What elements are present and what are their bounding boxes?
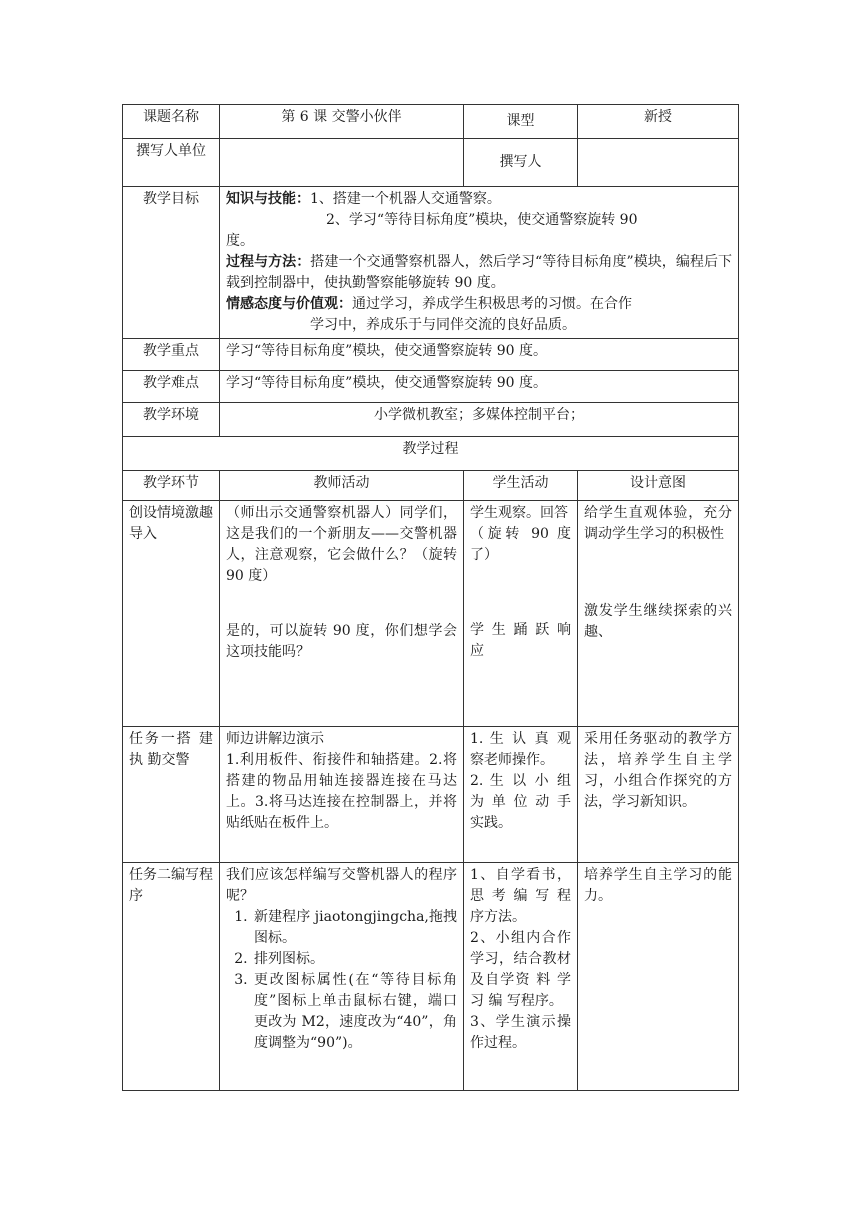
key-point-label: 教学重点 [123, 339, 220, 371]
intent-cell: 培养学生自主学习的能力。 [578, 863, 739, 1091]
list-item: 2. 排列图标。 [252, 949, 457, 970]
student-cell [464, 863, 578, 1091]
list-item: 1. 新建程序 jiaotongjingcha,拖拽图标。 [252, 907, 457, 949]
environment-text: 小学微机教室；多媒体控制平台； [220, 403, 739, 437]
author-unit-value [220, 139, 464, 187]
table-row [123, 727, 739, 863]
emotion-text-2: 学习中，养成乐于与同伴交流的良好品质。 [310, 317, 576, 333]
type-value: 新授 [578, 105, 739, 139]
teacher-text-1: （师出示交通警察机器人）同学们，这是我们的一个新朋友——交警机器人，注意观察，它会做什么？（旋转 90 度） [226, 505, 457, 584]
title-label: 课题名称 [123, 105, 220, 139]
student-text-3: 3、学生演示操作过程。 [470, 1014, 571, 1051]
list-item: 3. 更改图标属性(在“等待目标角度”图标上单击鼠标右键，端口更改为 M2，速度改为“40”，角度调整为“90”)。 [252, 970, 457, 1054]
intent-text-2: 激发学生继续探索的兴趣、 [584, 603, 732, 640]
table-row [123, 501, 739, 727]
intent-cell: 采用任务驱动的教学方法，培养学生自主学习，小组合作探究的方法，学习新知识。 [578, 727, 739, 863]
key-point-row [123, 339, 739, 371]
student-text-1: 1、自学看书，思 考 编 写 程 序方法。 [470, 867, 571, 925]
intent-text-1: 给学生直观体验，充分调动学生学习的积极性 [584, 505, 732, 542]
stage-cell: 任务二编写程序 [123, 863, 220, 1091]
emotion-text-1: 通过学习，养成学生积极思考的习惯。在合作 [352, 296, 632, 312]
teacher-cell [220, 501, 464, 727]
student-text-2: 2. 生 以 小 组 为 单 位 动 手 实践。 [470, 773, 571, 831]
environment-label: 教学环境 [123, 403, 220, 437]
student-cell [464, 727, 578, 863]
intent-cell [578, 501, 739, 727]
student-cell [464, 501, 578, 727]
author-row [123, 139, 739, 187]
process-title: 教学过程 [123, 437, 739, 471]
teacher-text-2: 是的，可以旋转 90 度，你们想学会这项技能吗？ [226, 623, 457, 660]
steps-list [226, 907, 457, 1054]
teacher-cell [220, 863, 464, 1091]
difficulty-row [123, 371, 739, 403]
difficulty-label: 教学难点 [123, 371, 220, 403]
student-text-1b: （旋转 90 度了） [470, 526, 571, 563]
col-stage: 教学环节 [123, 471, 220, 501]
student-text-1: 1. 生 认 真 观 察老师操作。 [470, 731, 571, 768]
process-text: 搭建一个交通警察机器人，然后学习“等待目标角度”模块，编程后下载到控制器中，使执勤警察能够旋转 90 度。 [226, 254, 732, 291]
student-text-2: 学 生 踊 跃 响应 [470, 622, 571, 659]
table-row [123, 863, 739, 1091]
columns-header-row [123, 471, 739, 501]
knowledge-title: 知识与技能： [226, 191, 310, 207]
student-text-1: 学生观察。回答 [470, 505, 568, 521]
knowledge-item-2b: 度。 [226, 233, 254, 249]
goals-content [220, 187, 739, 339]
emotion-title: 情感态度与价值观： [226, 296, 352, 312]
environment-row [123, 403, 739, 437]
title-row [123, 105, 739, 139]
author-unit-label: 撰写人单位 [123, 139, 220, 187]
goals-label: 教学目标 [123, 187, 220, 339]
stage-cell: 创设情境激趣导入 [123, 501, 220, 727]
knowledge-item-1: 1、搭建一个机器人交通警察。 [310, 191, 501, 207]
process-title-row [123, 437, 739, 471]
teacher-cell [220, 727, 464, 863]
type-label: 课型 [464, 105, 578, 139]
process-title: 过程与方法： [226, 254, 311, 270]
col-student: 学生活动 [464, 471, 578, 501]
teacher-text-1: 我们应该怎样编写交警机器人的程序呢？ [226, 867, 457, 904]
col-intent: 设计意图 [578, 471, 739, 501]
teacher-text-1: 师边讲解边演示 [226, 731, 324, 747]
author-label: 撰写人 [464, 139, 578, 187]
col-teacher: 教师活动 [220, 471, 464, 501]
teacher-text-2: 1.利用板件、衔接件和轴搭建。2.将搭建的物品用轴连接器连接在马达上。3.将马达连接在控制器上，并将贴纸贴在板件上。 [226, 752, 457, 831]
title-value: 第 6 课 交警小伙伴 [220, 105, 464, 139]
student-text-2: 2、小组内合作学习，结合教材及自学资 料 学 习 编 写程序。 [470, 930, 571, 1009]
knowledge-item-2: 2、学习“等待目标角度”模块，使交通警察旋转 90 [326, 212, 638, 228]
difficulty-text: 学习“等待目标角度”模块，使交通警察旋转 90 度。 [220, 371, 739, 403]
author-value [578, 139, 739, 187]
goals-row [123, 187, 739, 339]
stage-cell: 任务一搭 建 执 勤交警 [123, 727, 220, 863]
lesson-plan-table [122, 104, 739, 1091]
key-point-text: 学习“等待目标角度”模块，使交通警察旋转 90 度。 [220, 339, 739, 371]
